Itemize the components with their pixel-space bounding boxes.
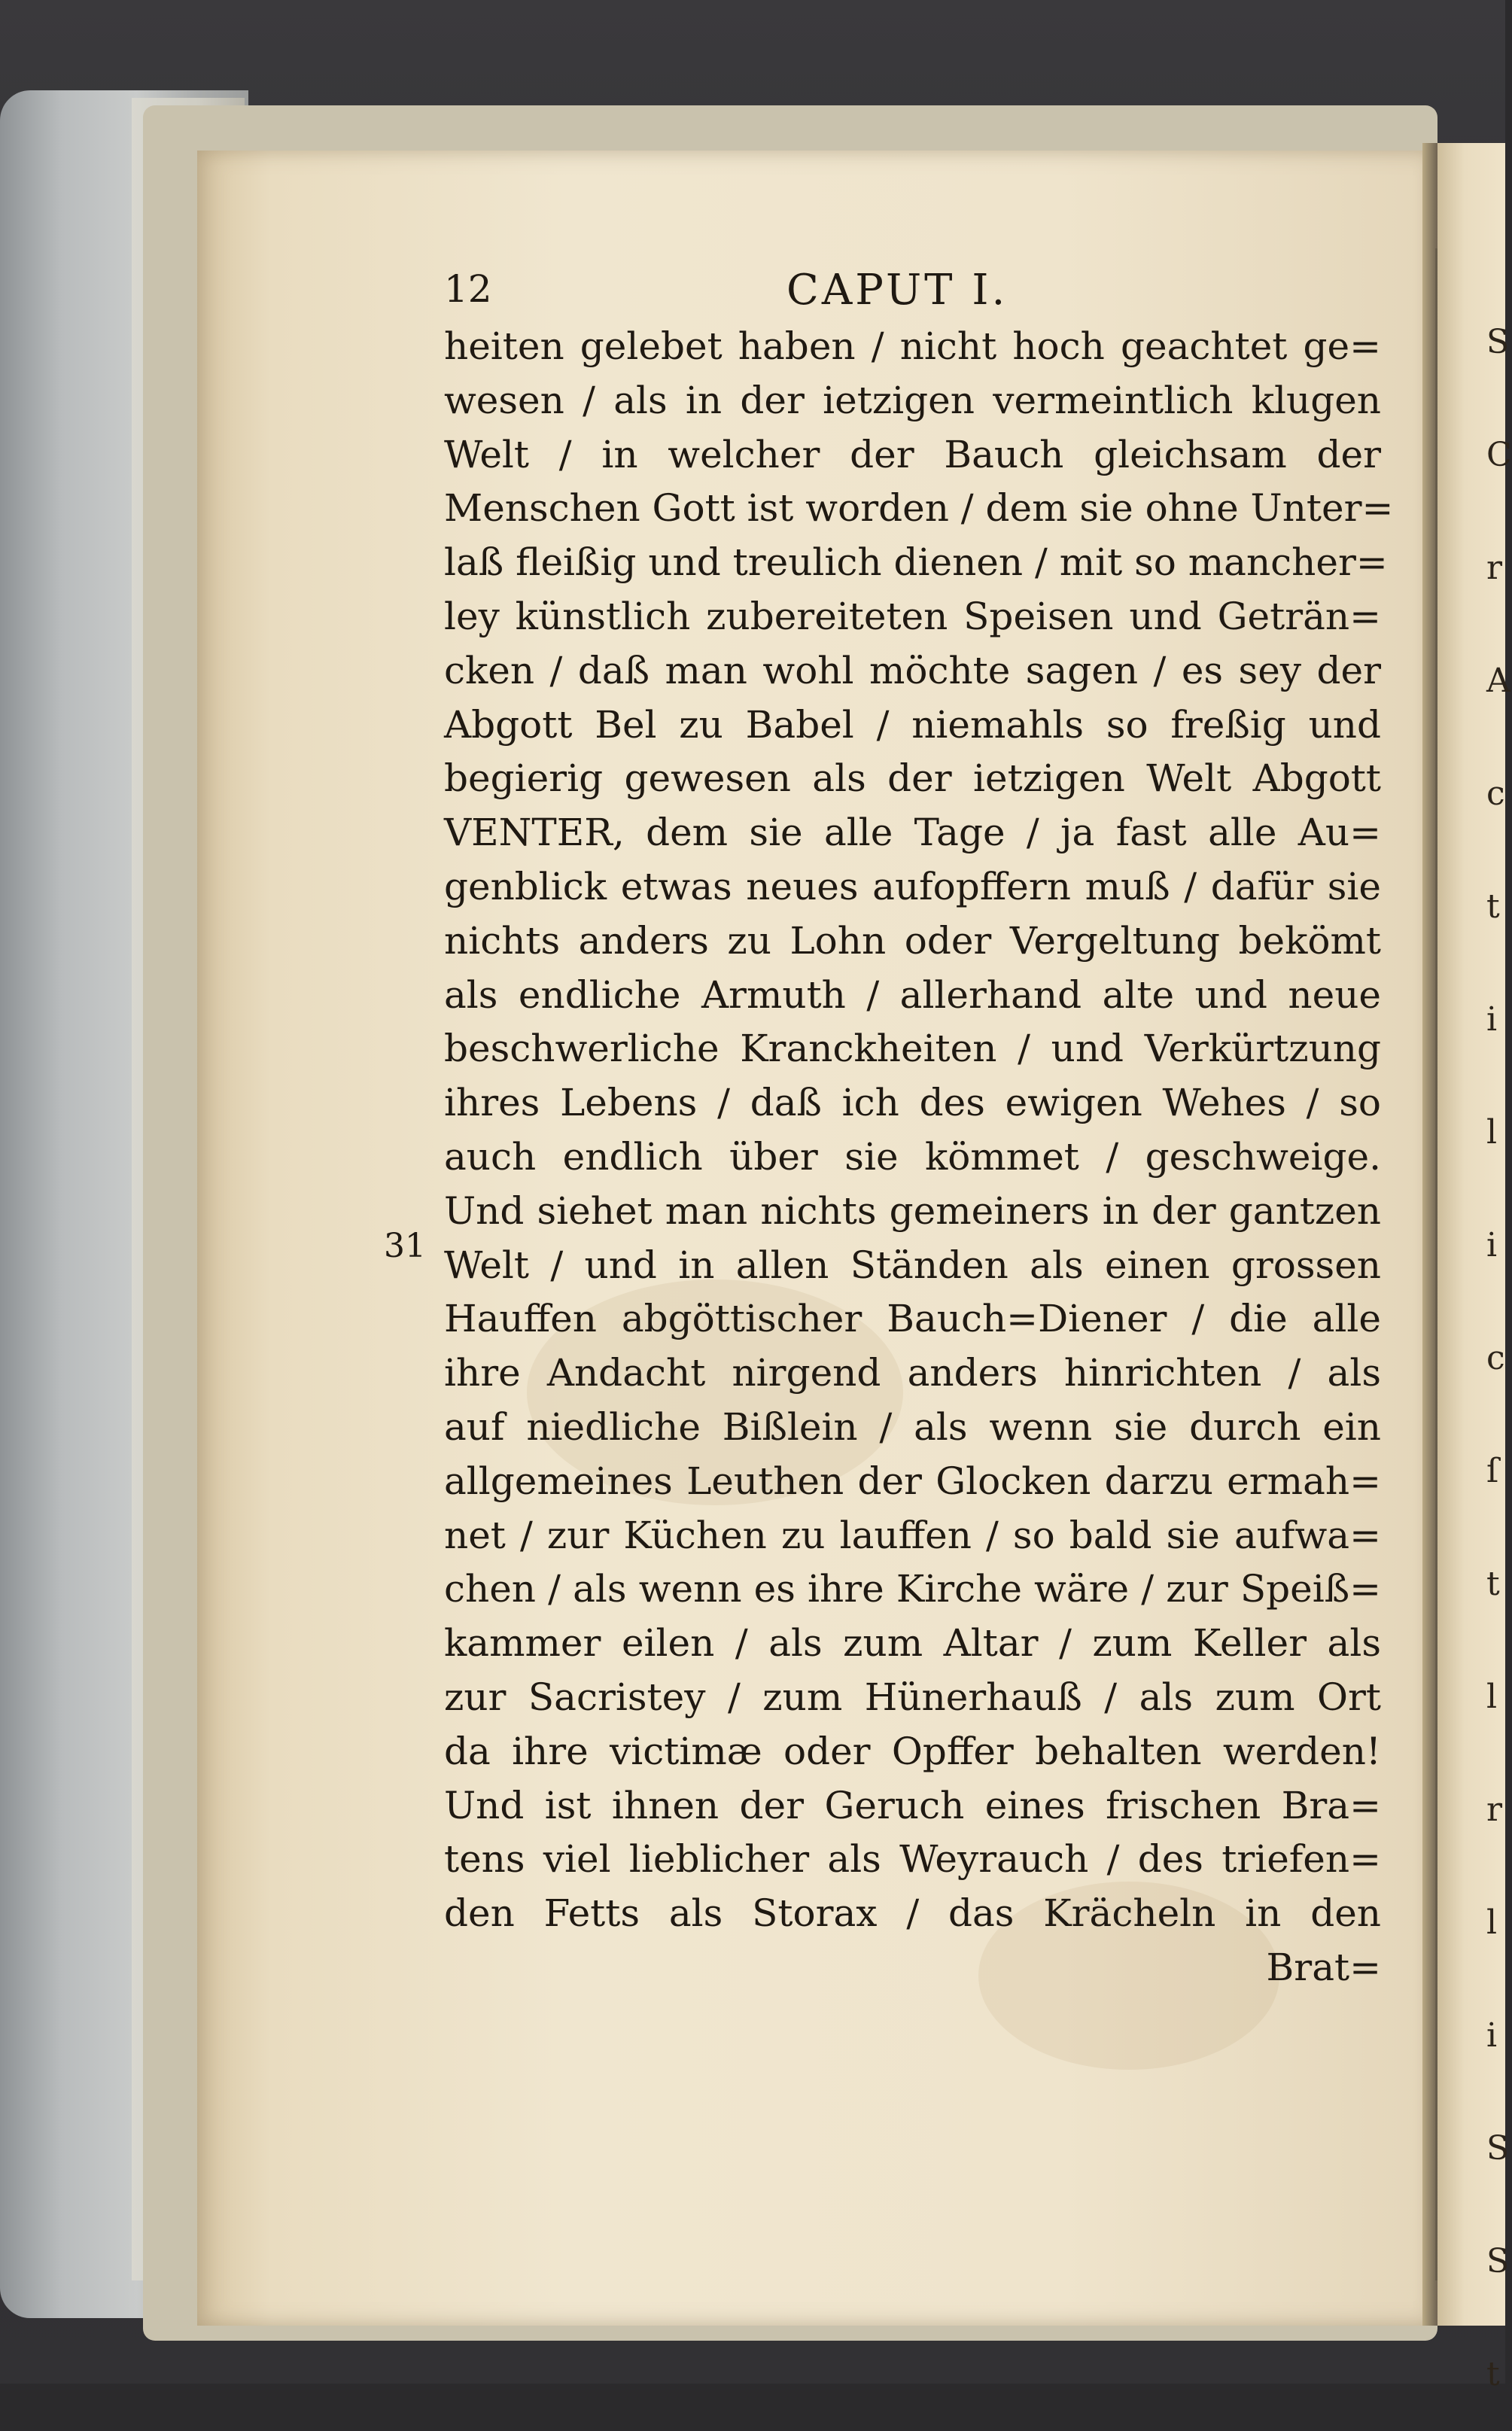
text-line: zur Sacristey / zum Hünerhauß / als zum Ort (444, 1675, 1381, 1719)
catchword: Brat= (1266, 1945, 1381, 1989)
text-line: da ihre victimæ oder Opffer behalten werden! (444, 1729, 1381, 1773)
text-line: auch endlich über sie kömmet / geschweige. (444, 1134, 1381, 1179)
text-line: beschwerliche Kranckheiten / und Verkürtzung (444, 1027, 1381, 1071)
text-line: chen / als wenn es ihre Kirche wäre / zur Speiß= (444, 1567, 1381, 1611)
text-line: cken / daß man wohl möchte sagen / es sey der (444, 648, 1381, 692)
margin-note-number: 31 (384, 1227, 426, 1265)
text-line: Hauffen abgöttischer Bauch=Diener / die alle (444, 1297, 1381, 1341)
text-line: Welt / in welcher der Bauch gleichsam der (444, 432, 1381, 476)
facing-page-rule (1435, 248, 1437, 2280)
text-line: genblick etwas neues aufopffern muß / dafür sie (444, 864, 1381, 908)
text-line: ihre Andacht nirgend anders hinrichten / als (444, 1351, 1381, 1395)
text-line: net / zur Küchen zu lauffen / so bald sie aufwa= (444, 1513, 1381, 1557)
text-line: Menschen Gott ist worden / dem sie ohne Unter= (444, 486, 1394, 531)
text-line: allgemeines Leuthen der Glocken darzu ermah= (444, 1459, 1381, 1503)
running-title: CAPUT I. (786, 266, 1009, 315)
text-line: laß fleißig und treulich dienen / mit so mancher= (444, 540, 1388, 585)
text-line: wesen / als in der ietzigen vermeintlich klugen (444, 378, 1381, 422)
text-line: ley künstlich zubereiteten Speisen und Geträn= (444, 594, 1381, 638)
text-line: kammer eilen / als zum Altar / zum Keller als (444, 1621, 1381, 1666)
text-line: begierig gewesen als der ietzigen Welt Abgott (444, 756, 1381, 801)
text-line: Abgott Bel zu Babel / niemahls so freßig und (444, 702, 1381, 747)
text-line: Und siehet man nichts gemeiners in der gantzen (444, 1188, 1381, 1233)
text-line: VENTER, dem sie alle Tage / ja fast alle Au= (444, 811, 1381, 855)
text-line: den Fetts als Storax / das Krächeln in den (444, 1891, 1381, 1936)
text-line: Und ist ihnen der Geruch eines frischen Bra= (444, 1783, 1381, 1827)
text-block (444, 266, 1394, 1995)
running-head (444, 267, 1381, 320)
text-line: Welt / und in allen Ständen als einen grossen (444, 1243, 1381, 1287)
text-line: als endliche Armuth / allerhand alte und neue (444, 972, 1381, 1017)
text-line: tens viel lieblicher als Weyrauch / des triefen= (444, 1837, 1381, 1882)
text-line: ihres Lebens / daß ich des ewigen Wehes / so (444, 1081, 1381, 1125)
facing-page-letters: S C r A c t i l i c ſ t l r l i S S t (1486, 323, 1512, 2393)
text-line: heiten gelebet haben / nicht hoch geachtet ge= (444, 324, 1381, 368)
text-line: auf niedliche Bißlein / als wenn sie durch ein (444, 1404, 1381, 1449)
text-line: nichts anders zu Lohn oder Vergeltung bekömt (444, 918, 1381, 963)
body-text (444, 320, 1394, 1995)
page-number: 12 (444, 267, 492, 311)
